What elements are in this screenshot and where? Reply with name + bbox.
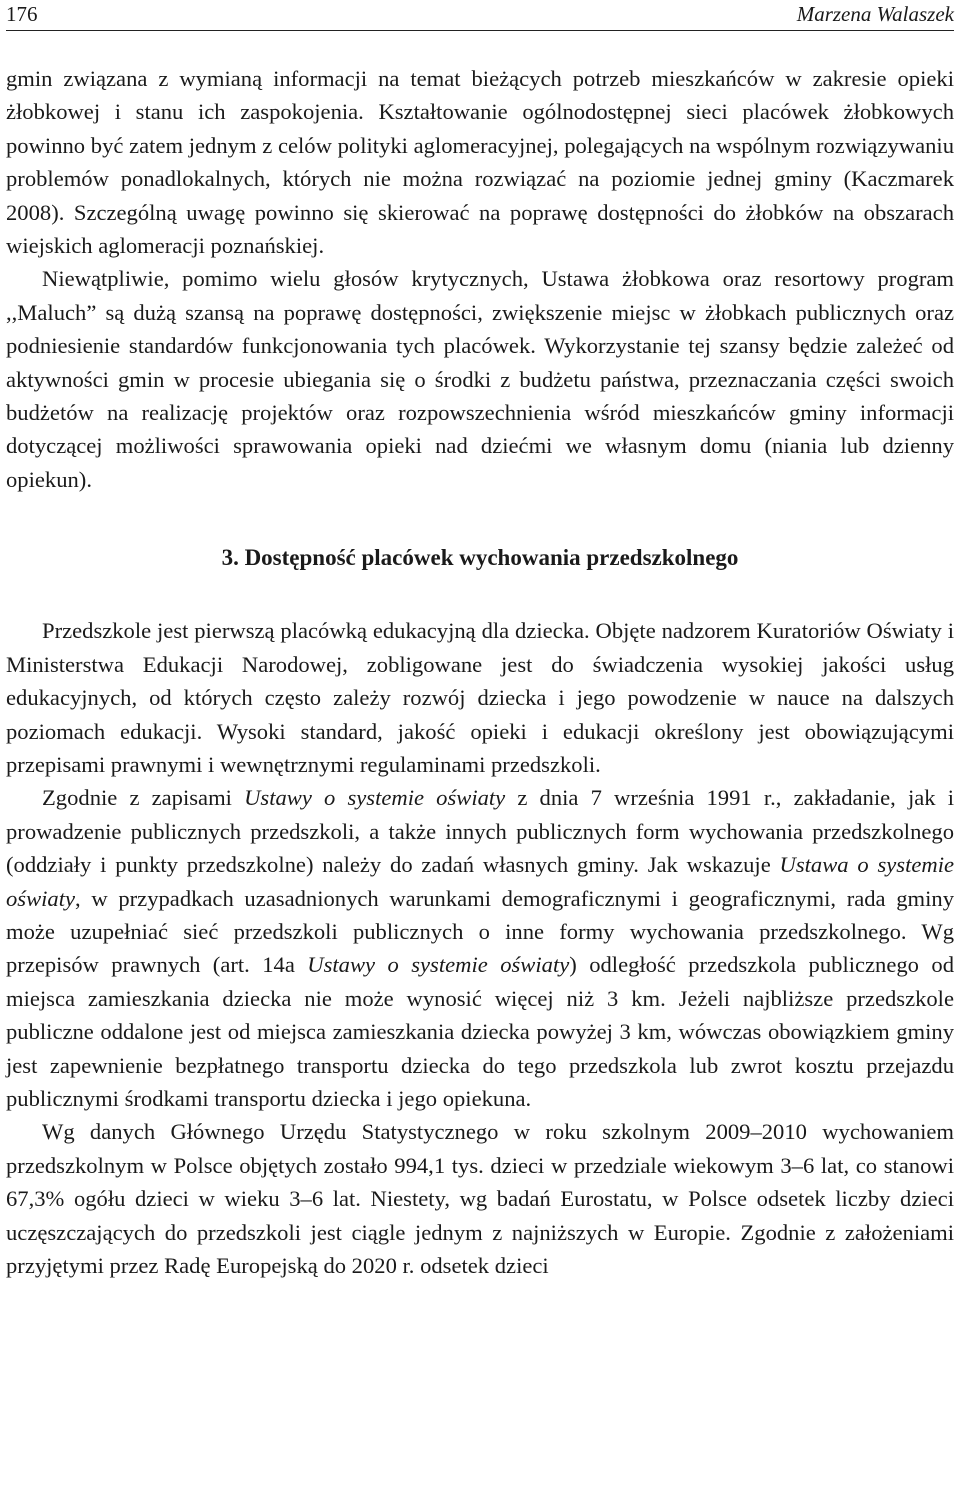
running-title: Marzena Walaszek [796,2,954,26]
paragraph: Niewątpliwie, pomimo wielu głosów krytycznych, Ustawa żłobkowa oraz resortowy program ,,Maluch” są dużą szansą na poprawę dostępności, zwiększenie miejsc w żłobkach publicznych oraz podniesienie standardów funkcjonowania tych placówek. Wykorzystanie tej szansy będzie zależeć od aktywności gmin w procesie ubiegania się o środki z budżetu państwa, przeznaczania części swoich budżetów na realizację projektów oraz rozpowszechnienia wśród mieszkańców gminy informacji dotyczącej możliwości sprawowania opieki nad dziećmi we własnym domu (niania lub dzienny opiekun). [6,266,954,492]
page-header [6,0,954,31]
text-run: , w przypadkach uzasadnionych warunkami demograficznymi i geograficznymi, rada gminy może uzupełniać sieć przedszkoli publicznych o inne formy wychowania przedszkolnego. Wg przepisów prawnych (art. 14a [6,885,954,978]
text-run: ) odległość przedszkola publicznego od miejsca zamieszkania dziecka nie może wynosić więcej niż 3 km. Jeżeli najbliższe przedszkole publiczne oddalone jest od miejsca zamieszkania dziecka powyżej 3 km, wówczas obowiązkiem gminy jest zapewnienie bezpłatnego transportu dziecka do tego przedszkola lub zwrot kosztu przejazdu publicznymi środkami transportu dziecka i jego opiekuna. [6,952,954,1111]
section-heading: 3. Dostępność placówek wychowania przedszkolnego [221,545,739,571]
article-body [6,62,954,1282]
text-run: z dnia 7 września 1991 r., zakładanie, jak i prowadzenie publicznych przedszkoli, a także innych publicznych form wychowania przedszkolnego (oddziały i punkty przedszkolne) należy do zadań własnych gminy. Jak wskazuje [6,785,954,878]
paragraph: Wg danych Głównego Urzędu Statystycznego w roku szkolnym 2009–2010 wychowaniem przedszkolnym w Polsce objętych zostało 994,1 tys. dzieci w przedziale wiekowym 3–6 lat, co stanowi 67,3% ogółu dzieci w wieku 3–6 lat. Niestety, wg badań Eurostatu, w Polsce odsetek liczby dzieci uczęszczających do przedszkoli jest ciągle jednym z najniższych w Europie. Zgodnie z założeniami przyjętymi przez Radę Europejską do 2020 r. odsetek dzieci [6,1119,954,1278]
law-title: Ustawy o systemie oświaty [307,952,570,978]
paragraph: Przedszkole jest pierwszą placówką edukacyjną dla dziecka. Objęte nadzorem Kuratoriów Oświaty i Ministerstwa Edukacji Narodowej, zobligowane jest do świadczenia wysokiej jakości usług edukacyjnych, od których często zależy rozwój dziecka i jego powodzenie w nauce na dalszych poziomach edukacji. Wysoki standard, jakość opieki i edukacji określony jest obowiązującymi przepisami prawnymi i wewnętrznymi regulaminami przedszkoli. [6,618,954,777]
law-title: Ustawy o systemie oświaty [244,785,506,811]
law-title: Ustawa o systemie oświaty [6,852,954,911]
paragraph: gmin związana z wymianą informacji na temat bieżących potrzeb mieszkańców w zakresie opieki żłobkowej i stanu ich zaspokojenia. Kształtowanie ogólnodostępnej sieci placówek żłobkowych powinno być zatem jednym z celów polityki aglomeracyjnej, polegających na wspólnym rozwiązywaniu problemów ponadlokalnych, których nie można rozwiązać na poziomie jednej gminy (Kaczmarek 2008). Szczególną uwagę powinno się skierować na poprawę dostępności do żłobków na obszarach wiejskich aglomeracji poznańskiej. [6,66,954,259]
paragraph [6,781,954,1115]
text-run: Zgodnie z zapisami [42,785,245,811]
page-number: 176 [6,2,38,26]
